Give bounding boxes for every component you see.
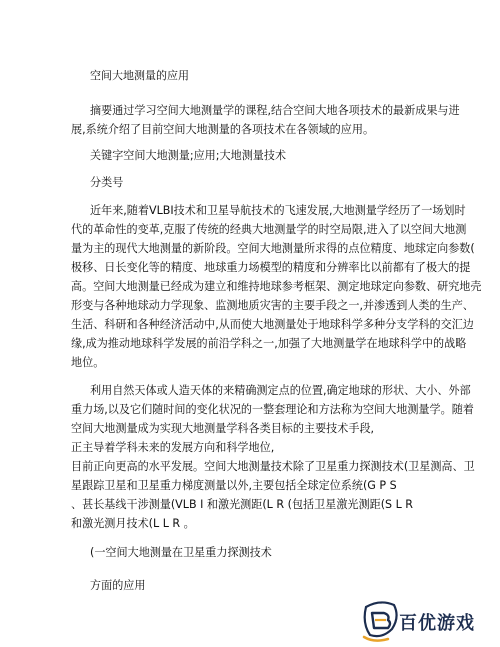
document-title: 空间大地测量的应用 xyxy=(90,69,189,82)
abstract-line-2: 展,系统介绍了目前空间大地测量的各项技术在各领域的应用。 xyxy=(71,123,375,136)
paragraph-2-line-4: 正主导着学科未来的发展方向和科学地位, xyxy=(71,441,275,454)
paragraph-1-line-7: 生活、科研和各种经济活动中,从而使大地测量处于地球科学多种分支学科的交汇边 xyxy=(71,318,474,331)
paragraph-2-line-1: 利用自然天体或人造天体的来精确测定点的位置,确定地球的形状、大小、外部 xyxy=(90,384,471,397)
classification-label: 分类号 xyxy=(90,176,124,189)
section-heading-line-1: (一空间大地测量在卫星重力探测技术 xyxy=(90,546,272,559)
paragraph-2-line-5: 目前正向更高的水平发展。空间大地测量技术除了卫星重力探测技术(卫星测高、卫 xyxy=(71,460,475,473)
paragraph-2-line-3: 空间大地测量成为实现大地测量学科各类目标的主要技术手段, xyxy=(71,422,375,435)
paragraph-1-line-1: 近年来,随着VLBI技术和卫星导航技术的飞速发展,大地测量学经历了一场划时 xyxy=(90,204,466,217)
section-heading-line-2: 方面的应用 xyxy=(90,579,146,592)
paragraph-2-line-7: 、甚长基线干涉测量(VLB I 和激光测距(L R (包括卫星激光测距(S L R xyxy=(71,498,414,511)
paragraph-2-line-2: 重力场,以及它们随时间的变化状况的一整套理论和方法称为空间大地测量学。随着 xyxy=(71,403,474,416)
paragraph-1-line-9: 地位。 xyxy=(71,356,105,369)
paragraph-1-line-8: 缘,成为推动地球科学发展的前沿学科之一,加强了大地测量学在地球科学中的战略 xyxy=(71,337,467,350)
watermark-text: 百优游戏 xyxy=(399,613,475,634)
paragraph-1-line-3: 量为主的现代大地测量的新阶段。空间大地测量所求得的点位精度、地球定向参数( xyxy=(71,242,475,255)
brand-logo-icon xyxy=(358,593,402,647)
keywords-line: 关键字空间大地测量;应用;大地测量技术 xyxy=(90,149,287,162)
paragraph-1-line-4: 极移、日长变化等的精度、地球重力场模型的精度和分辨率比以前都有了极大的提 xyxy=(71,261,471,274)
paragraph-2-line-8: 和激光测月技术(L L R 。 xyxy=(71,517,195,530)
paragraph-1-line-5: 高。空间大地测量已经成为建立和维持地球参考框架、测定地球定向参数、研究地壳 xyxy=(71,280,482,293)
paragraph-2-line-6: 星跟踪卫星和卫星重力梯度测量以外,主要包括全球定位系统(G P S xyxy=(71,479,397,492)
paragraph-1-line-6: 形变与各种地球动力学现象、监测地质灾害的主要手段之一,并渗透到人类的生产、 xyxy=(71,299,474,312)
paragraph-1-line-2: 代的革命性的变革,克服了传统的经典大地测量学的时空局限,进入了以空间大地测 xyxy=(71,223,467,236)
abstract-line-1: 摘要通过学习空间大地测量学的课程,结合空间大地各项技术的最新成果与进 xyxy=(90,104,460,117)
site-watermark xyxy=(358,593,500,647)
